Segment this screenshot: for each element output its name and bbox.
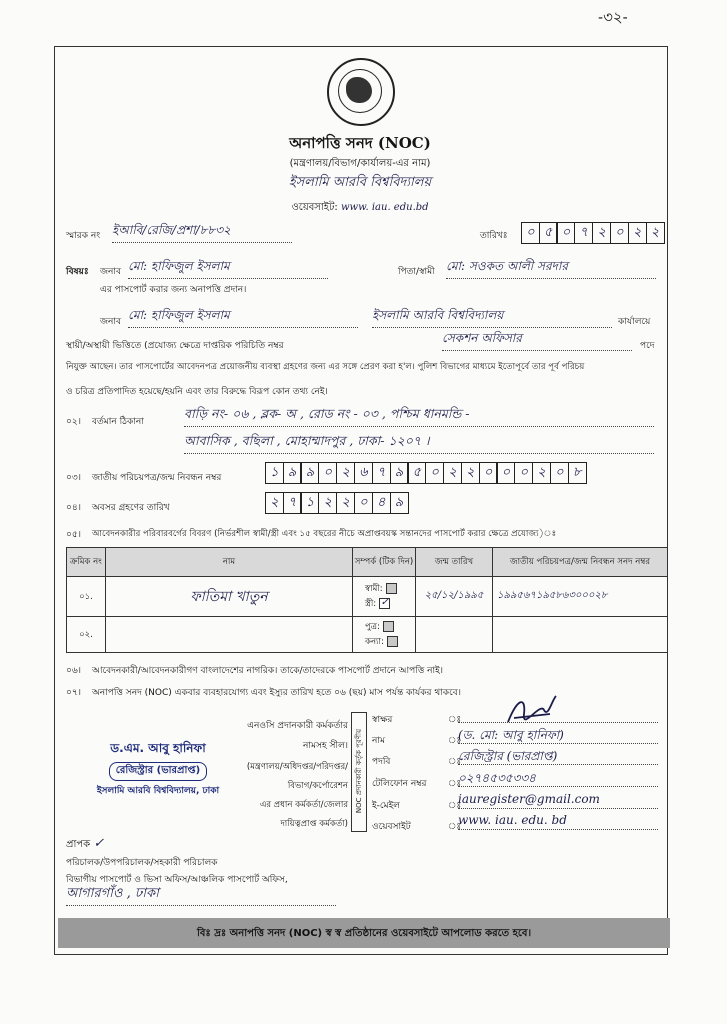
retire-digit-box: ৭ bbox=[283, 492, 302, 514]
recipient-tick: ✓ bbox=[93, 836, 105, 851]
clause7-number: ০৭। bbox=[66, 688, 81, 698]
header-serial: ক্রমিক নং bbox=[67, 548, 106, 577]
website-line bbox=[200, 200, 520, 217]
nid-digit-box: ২ bbox=[532, 462, 551, 484]
date-digit-box: ৭ bbox=[574, 222, 593, 244]
body-line2: স্থায়ী/অস্থায়ী ভিত্তিতে (প্রযোজ্য ক্ষেত্রে দাপ্তরিক পরিচিতি নম্বর bbox=[66, 341, 284, 351]
field-value: iauregister@gmail.com bbox=[458, 792, 658, 809]
recipient-label bbox=[66, 836, 104, 854]
row-nid bbox=[493, 617, 668, 653]
memo-label: স্মারক নং bbox=[66, 231, 101, 241]
field-value: রেজিস্ট্রার (ভারপ্রাপ্ত) bbox=[458, 748, 658, 765]
date-digit-box: ২ bbox=[592, 222, 611, 244]
nid-digit-box: ৬ bbox=[354, 462, 373, 484]
row-serial: ০২. bbox=[67, 617, 106, 653]
stamp-line3: ইসলামি আরবি বিশ্ববিদ্যালয়, ঢাকা bbox=[96, 786, 220, 796]
field-label: নাম bbox=[372, 736, 385, 746]
issuer-line3: (মন্ত্রণালয়/অধিদপ্তর/পরিদপ্তর/ bbox=[246, 762, 348, 772]
nid-boxes bbox=[266, 462, 587, 484]
family-table bbox=[66, 547, 668, 653]
retire-digit-box: ২ bbox=[265, 492, 284, 514]
recipient-line2: বিভাগীয় পাসপোর্ট ও ভিসা অফিস/আঞ্চলিক পাসপোর্ট অফিস, bbox=[66, 875, 288, 885]
field-value: www. iau. edu. bd bbox=[458, 813, 658, 830]
nid-digit-box: ০ bbox=[550, 462, 569, 484]
row-dob: ২৫/১২/১৯৯৫ bbox=[416, 577, 493, 617]
date-digit-box: ২ bbox=[628, 222, 647, 244]
field-colon: ঃ bbox=[448, 715, 462, 725]
retire-digit-box: ৯ bbox=[390, 492, 409, 514]
nid-digit-box: ৮ bbox=[568, 462, 587, 484]
organization-name: ইসলামি আরবি বিশ্ববিদ্যালয় bbox=[288, 175, 432, 190]
item3-number: ০৩। bbox=[66, 473, 81, 483]
footer-text: বিঃ দ্রঃ অনাপত্তি সনদ (NOC) স্ব স্ব প্রতিষ্ঠানের ওয়েবসাইটে আপলোড করতে হবে। bbox=[196, 928, 532, 939]
row-nid: ১৯৯৫৬৭১৯৫৮৬৩০০০২৮ bbox=[493, 577, 668, 617]
address-line2: আবাসিক , বছিলা , মোহাম্মাদপুর , ঢাকা- ১২০৭ । bbox=[184, 433, 654, 454]
clause7-text: অনাপত্তি সনদ (NOC) একবার ব্যবহারযোগ্য এবং ইস্যুর তারিখ হতে ০৬ (ছয়) মাস পর্যন্ত কার্যকর থাকবে। bbox=[92, 688, 461, 698]
table-row bbox=[67, 617, 668, 653]
relation-son-label: পুত্র: bbox=[365, 621, 380, 632]
nid-digit-box: ০ bbox=[479, 462, 498, 484]
field-value: (ড. মো: আবু হানিফা) bbox=[458, 727, 658, 744]
footer-note bbox=[58, 918, 670, 948]
relation-wife-checkbox[interactable]: ✓ bbox=[380, 596, 389, 608]
nid-digit-box: ৯ bbox=[390, 462, 409, 484]
date-digit-box: ০ bbox=[521, 222, 540, 244]
field-colon: ঃ bbox=[448, 736, 462, 746]
stamp-line2: রেজিস্ট্রার (ভারপ্রাপ্ত) bbox=[109, 762, 207, 781]
field-colon: ঃ bbox=[448, 822, 462, 832]
nid-digit-box: ৯ bbox=[300, 462, 319, 484]
field-label: ই-মেইল bbox=[372, 801, 400, 811]
issuer-line1: এনওসি প্রদানকারী কর্মকর্তার bbox=[247, 721, 348, 731]
family-label: আবেদনকারীর পরিবারবর্গের বিবরণ (নির্ভরশীল স্বামী/স্ত্রী এবং ১৫ বছরের নীচে অপ্রাপ্তবয়স্ক সন্তানদের পাসপোর্ট করার ক্ষেত্রে প্রযোজ্য)ঃ bbox=[92, 529, 557, 539]
nid-digit-box: ৭ bbox=[372, 462, 391, 484]
relation-daughter-label: কন্যা: bbox=[365, 636, 384, 647]
date-digit-box: ০ bbox=[556, 222, 575, 244]
signature bbox=[500, 692, 560, 732]
nid-digit-box: ৯ bbox=[283, 462, 302, 484]
nid-digit-box: ০ bbox=[425, 462, 444, 484]
header-relation: সম্পর্ক (টিক দিন) bbox=[353, 548, 416, 577]
father-label: পিতা/স্বামী bbox=[398, 267, 435, 277]
issuer-line5: এর প্রধান কর্মকর্তা/জেলার bbox=[259, 800, 348, 810]
retire-digit-box: ১ bbox=[300, 492, 319, 514]
nid-digit-box: ২ bbox=[336, 462, 355, 484]
form-subtitle: (মন্ত্রণালয়/বিভাগ/কার্যালয়-এর নাম) bbox=[289, 158, 431, 169]
row-name: ফাতিমা খাতুন bbox=[106, 577, 353, 617]
relation-son-checkbox[interactable] bbox=[383, 621, 394, 632]
memo-number: ইআবি/রেজি/প্রশা/৮৮৩২ bbox=[112, 222, 292, 243]
registrar-stamp bbox=[68, 740, 248, 796]
nid-digit-box: ২ bbox=[443, 462, 462, 484]
table-row bbox=[67, 577, 668, 617]
body-post: সেকশন অফিসার bbox=[442, 330, 632, 351]
form-title: অনাপত্তি সনদ (NOC) bbox=[289, 134, 431, 152]
nid-label: জাতীয় পরিচয়পত্র/জন্ম নিবন্ধন নম্বর bbox=[92, 473, 222, 483]
government-seal bbox=[327, 58, 395, 126]
recipient-line1: পরিচালক/উপপরিচালক/সহকারী পরিচালক bbox=[66, 858, 218, 868]
nid-digit-box: ২ bbox=[461, 462, 480, 484]
recipient-label-text: প্রাপক bbox=[66, 839, 91, 850]
nid-digit-box: ৫ bbox=[407, 462, 426, 484]
relation-wife-label: স্ত্রী: bbox=[365, 598, 377, 609]
recipient-line3: আগারগাঁও , ঢাকা bbox=[66, 884, 336, 906]
field-colon: ঃ bbox=[448, 757, 462, 767]
issuer-line2: নামসহ সীল। bbox=[303, 741, 348, 751]
field-colon: ঃ bbox=[448, 801, 462, 811]
row-serial: ০১. bbox=[67, 577, 106, 617]
issuer-text bbox=[244, 716, 348, 756]
item4-number: ০৪। bbox=[66, 503, 81, 513]
retire-label: অবসর গ্রহণের তারিখ bbox=[92, 503, 170, 513]
issuer-vertical-label: NOC প্রদানকারী কর্তৃক পূরণীয় bbox=[355, 728, 363, 814]
retire-boxes bbox=[266, 492, 409, 514]
retire-digit-box: ৪ bbox=[372, 492, 391, 514]
date-digit-box: ৫ bbox=[539, 222, 558, 244]
date-boxes bbox=[522, 222, 665, 244]
nid-digit-box: ০ bbox=[514, 462, 533, 484]
body-prefix: জনাব bbox=[100, 317, 122, 327]
row-relation bbox=[353, 577, 416, 617]
field-label: ওয়েবসাইট bbox=[372, 822, 411, 832]
header-dob: জন্ম তারিখ bbox=[416, 548, 493, 577]
field-label: পদবি bbox=[372, 757, 391, 767]
row-relation bbox=[353, 617, 416, 653]
item2-number: ০২। bbox=[66, 417, 81, 427]
nid-digit-box: ০ bbox=[496, 462, 515, 484]
issuer-line4: বিভাগ/কর্পোরেশন bbox=[287, 781, 348, 791]
field-value: ০২৭৪৫৩৫৩৩৪ bbox=[458, 770, 658, 787]
subject-label: বিষয়ঃ bbox=[66, 267, 89, 277]
retire-digit-box: ২ bbox=[336, 492, 355, 514]
date-digit-box: ২ bbox=[646, 222, 665, 244]
issuer-vertical-box bbox=[351, 712, 367, 832]
body-line4: ও চরিত্র প্রতিপাদিত হয়েছে/হয়নি এবং তার বিরুদ্ধে বিরূপ কোন তথ্য নেই। bbox=[66, 387, 328, 397]
body-office: ইসলামি আরবি বিশ্ববিদ্যালয় bbox=[372, 307, 612, 328]
nid-digit-box: ১ bbox=[265, 462, 284, 484]
website-value: www. iau. edu.bd bbox=[341, 202, 429, 213]
field-label: স্বাক্ষর bbox=[372, 715, 393, 725]
retire-digit-box: ২ bbox=[318, 492, 337, 514]
relation-husband-label: স্বামী: bbox=[365, 583, 383, 594]
header-nid: জাতীয় পরিচয়পত্র/জন্ম নিবন্ধন সনদ নম্বর bbox=[493, 548, 668, 577]
clause6-text: আবেদনকারী/আবেদনকারীগণ বাংলাদেশের নাগরিক। তাকে/তাদেরকে পাসপোর্ট প্রদানে আপত্তি নাই। bbox=[92, 666, 444, 676]
issuer-line6: দায়িত্বপ্রাপ্ত কর্মকর্তা) bbox=[280, 819, 348, 829]
clause6-number: ০৬। bbox=[66, 666, 81, 676]
header-name: নাম bbox=[106, 548, 353, 577]
body-name: মো: হাফিজুল ইসলাম bbox=[128, 307, 358, 328]
date-digit-box: ০ bbox=[610, 222, 629, 244]
family-table-header bbox=[67, 548, 668, 577]
address-line1: বাড়ি নং- ০৬ , ব্লক- অ , রোড নং - ০৩ , পশ্চিম ধানমন্ডি - bbox=[184, 406, 654, 427]
body-line3: নিযুক্ত আছেন। তার পাসপোর্টের আবেদনপত্র প্রয়োজনীয় ব্যবস্থা গ্রহণের জন্য এর সঙ্গে প্রেরণ করা হ'ল। পুলিশ বিভাগের মাধ্যমে ইতোপূর্বে তার পূর্ব পরিচয় bbox=[66, 362, 585, 372]
subject-prefix: জনাব bbox=[100, 267, 122, 277]
date-label: তারিখঃ bbox=[480, 231, 508, 241]
row-name bbox=[106, 617, 353, 653]
subject-line2: এর পাসপোর্ট করার জন্য অনাপত্তি প্রদান। bbox=[100, 285, 247, 295]
field-label: টেলিফোন নম্বর bbox=[372, 779, 427, 789]
field-colon: ঃ bbox=[448, 779, 462, 789]
website-label: ওয়েবসাইট: bbox=[291, 202, 338, 213]
retire-digit-box: ০ bbox=[354, 492, 373, 514]
address-label: বর্তমান ঠিকানা bbox=[92, 417, 144, 427]
subject-name: মো: হাফিজুল ইসলাম bbox=[128, 258, 328, 279]
page-number: -৩২- bbox=[598, 8, 628, 26]
item5-number: ০৫। bbox=[66, 530, 81, 540]
office-suffix: কার্যালয়ে bbox=[618, 317, 651, 327]
relation-husband-checkbox[interactable] bbox=[386, 583, 397, 594]
post-suffix: পদে bbox=[640, 341, 655, 351]
relation-daughter-checkbox[interactable] bbox=[387, 636, 398, 647]
row-dob bbox=[416, 617, 493, 653]
stamp-line1: ড.এম. আবু হানিফা bbox=[110, 741, 206, 755]
nid-digit-box: ০ bbox=[318, 462, 337, 484]
father-name: মো: সওকত আলী সরদার bbox=[446, 258, 656, 279]
